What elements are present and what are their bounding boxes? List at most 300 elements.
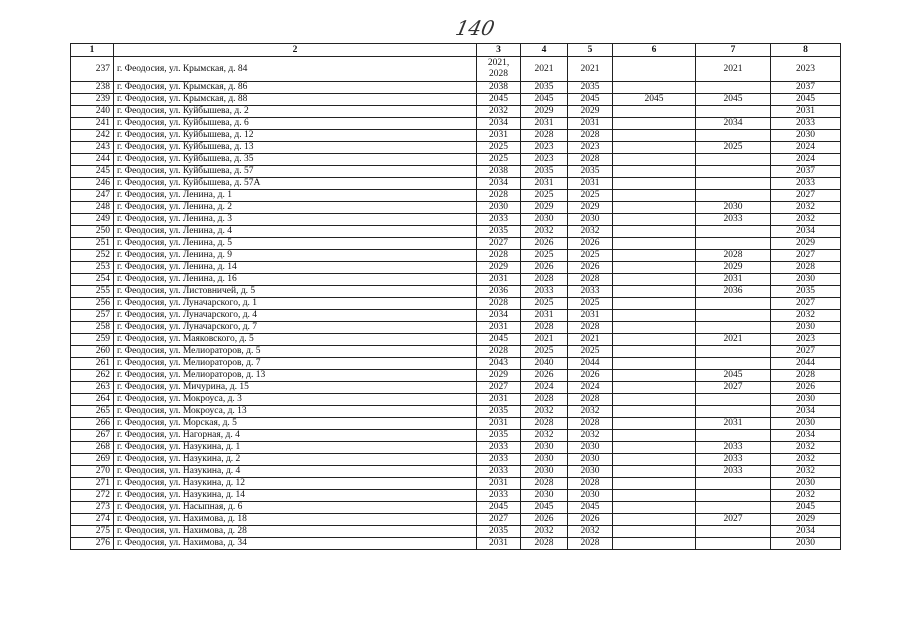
year-cell-col4: 2028 <box>521 274 568 286</box>
year-cell-col8: 2023 <box>771 57 841 82</box>
address-cell: г. Феодосия, ул. Мокроуса, д. 13 <box>114 406 477 418</box>
year-cell-col5: 2031 <box>568 118 613 130</box>
row-number-cell: 272 <box>71 490 114 502</box>
year-cell-col8: 2032 <box>771 490 841 502</box>
year-cell-col4: 2030 <box>521 490 568 502</box>
table-row <box>71 202 841 214</box>
year-cell-col8: 2024 <box>771 154 841 166</box>
year-cell-col5: 2021 <box>568 57 613 82</box>
year-cell-col6 <box>613 298 696 310</box>
year-cell-col5: 2028 <box>568 154 613 166</box>
year-cell-col3: 2025 <box>477 142 521 154</box>
year-cell-col5: 2028 <box>568 538 613 550</box>
year-cell-col8: 2030 <box>771 130 841 142</box>
row-number-cell: 245 <box>71 166 114 178</box>
table-row <box>71 490 841 502</box>
year-cell-col5: 2023 <box>568 142 613 154</box>
year-cell-col8: 2029 <box>771 514 841 526</box>
year-cell-col4: 2023 <box>521 142 568 154</box>
year-cell-col4: 2035 <box>521 82 568 94</box>
year-cell-col8: 2028 <box>771 262 841 274</box>
address-cell: г. Феодосия, ул. Мелиораторов, д. 7 <box>114 358 477 370</box>
table-row <box>71 406 841 418</box>
year-cell-col5: 2035 <box>568 82 613 94</box>
row-number-cell: 260 <box>71 346 114 358</box>
year-cell-col5: 2028 <box>568 478 613 490</box>
year-cell-col5: 2030 <box>568 214 613 226</box>
address-cell: г. Феодосия, ул. Луначарского, д. 1 <box>114 298 477 310</box>
year-cell-col5: 2026 <box>568 262 613 274</box>
year-cell-col6 <box>613 178 696 190</box>
address-cell: г. Феодосия, ул. Ленина, д. 4 <box>114 226 477 238</box>
year-cell-line: 2028 <box>489 69 508 79</box>
row-number-cell: 274 <box>71 514 114 526</box>
year-cell-col7: 2027 <box>696 382 771 394</box>
year-cell-col8: 2045 <box>771 94 841 106</box>
year-cell-col6 <box>613 286 696 298</box>
year-cell-col3: 2038 <box>477 166 521 178</box>
year-cell-col7 <box>696 82 771 94</box>
year-cell-col4: 2031 <box>521 118 568 130</box>
row-number-cell: 262 <box>71 370 114 382</box>
year-cell-col5: 2026 <box>568 238 613 250</box>
column-header: 1 <box>71 44 114 57</box>
year-cell-col3: 2035 <box>477 430 521 442</box>
year-cell-col4: 2030 <box>521 442 568 454</box>
table-row <box>71 178 841 190</box>
address-cell: г. Феодосия, ул. Крымская, д. 84 <box>114 57 477 82</box>
address-cell: г. Феодосия, ул. Нахимова, д. 28 <box>114 526 477 538</box>
address-cell: г. Феодосия, ул. Нагорная, д. 4 <box>114 430 477 442</box>
year-cell-col8: 2033 <box>771 118 841 130</box>
year-cell-col4: 2025 <box>521 298 568 310</box>
year-cell-col8: 2032 <box>771 202 841 214</box>
year-cell-col6 <box>613 154 696 166</box>
year-cell-col6 <box>613 250 696 262</box>
year-cell-col7: 2027 <box>696 514 771 526</box>
year-cell-col6 <box>613 262 696 274</box>
year-cell-col5: 2032 <box>568 430 613 442</box>
address-cell: г. Феодосия, ул. Крымская, д. 88 <box>114 94 477 106</box>
year-cell-col8: 2024 <box>771 142 841 154</box>
year-cell-col7 <box>696 406 771 418</box>
table-row <box>71 334 841 346</box>
year-cell-col8: 2027 <box>771 298 841 310</box>
year-cell-col6 <box>613 430 696 442</box>
row-number-cell: 253 <box>71 262 114 274</box>
row-number-cell: 258 <box>71 322 114 334</box>
year-cell-col4: 2032 <box>521 226 568 238</box>
year-cell-col5: 2030 <box>568 442 613 454</box>
year-cell-col3: 2034 <box>477 310 521 322</box>
row-number-cell: 249 <box>71 214 114 226</box>
year-cell-col6 <box>613 442 696 454</box>
year-cell-col7 <box>696 154 771 166</box>
table-row <box>71 274 841 286</box>
table-row <box>71 142 841 154</box>
year-cell-col8: 2034 <box>771 406 841 418</box>
row-number-cell: 275 <box>71 526 114 538</box>
year-cell-col5: 2029 <box>568 106 613 118</box>
address-cell: г. Феодосия, ул. Мокроуса, д. 3 <box>114 394 477 406</box>
year-cell-col7 <box>696 502 771 514</box>
year-cell-col3: 2027 <box>477 382 521 394</box>
year-cell-col3: 2031 <box>477 418 521 430</box>
address-cell: г. Феодосия, ул. Назукина, д. 2 <box>114 454 477 466</box>
year-cell-col4: 2033 <box>521 286 568 298</box>
year-cell-col8: 2030 <box>771 274 841 286</box>
address-cell: г. Феодосия, ул. Маяковского, д. 5 <box>114 334 477 346</box>
year-cell-col6 <box>613 166 696 178</box>
year-cell-col3: 2028 <box>477 298 521 310</box>
year-cell-col3: 2031 <box>477 538 521 550</box>
address-cell: г. Феодосия, ул. Листовничей, д. 5 <box>114 286 477 298</box>
year-cell-col8: 2035 <box>771 286 841 298</box>
year-cell-col7 <box>696 394 771 406</box>
year-cell-col4: 2030 <box>521 214 568 226</box>
row-number-cell: 250 <box>71 226 114 238</box>
year-cell-col4: 2026 <box>521 514 568 526</box>
year-cell-col5: 2045 <box>568 94 613 106</box>
year-cell-col6 <box>613 358 696 370</box>
year-cell-col4: 2031 <box>521 178 568 190</box>
year-cell-col6 <box>613 310 696 322</box>
year-cell-col5: 2028 <box>568 274 613 286</box>
year-cell-col4: 2028 <box>521 478 568 490</box>
year-cell-col7: 2025 <box>696 142 771 154</box>
year-cell-col6 <box>613 274 696 286</box>
year-cell-col6 <box>613 82 696 94</box>
address-cell: г. Феодосия, ул. Куйбышева, д. 35 <box>114 154 477 166</box>
year-cell-col7: 2045 <box>696 370 771 382</box>
table-body <box>71 57 841 550</box>
year-cell-col7 <box>696 346 771 358</box>
address-cell: г. Феодосия, ул. Ленина, д. 3 <box>114 214 477 226</box>
year-cell-col4: 2029 <box>521 106 568 118</box>
year-cell-col5: 2030 <box>568 466 613 478</box>
year-cell-col8: 2027 <box>771 250 841 262</box>
year-cell-col7: 2029 <box>696 262 771 274</box>
year-cell-col8: 2030 <box>771 538 841 550</box>
year-cell-col8: 2028 <box>771 370 841 382</box>
year-cell-col3: 2045 <box>477 334 521 346</box>
row-number-cell: 270 <box>71 466 114 478</box>
year-cell-col8: 2030 <box>771 478 841 490</box>
table-row <box>71 94 841 106</box>
year-cell-col3: 2036 <box>477 286 521 298</box>
table-row <box>71 466 841 478</box>
row-number-cell: 251 <box>71 238 114 250</box>
year-cell-col7: 2034 <box>696 118 771 130</box>
year-cell-col7: 2021 <box>696 57 771 82</box>
table-row <box>71 130 841 142</box>
year-cell-col7: 2033 <box>696 442 771 454</box>
year-cell-col4: 2026 <box>521 262 568 274</box>
year-cell-col4: 2026 <box>521 370 568 382</box>
year-cell-col6 <box>613 226 696 238</box>
year-cell-col7 <box>696 298 771 310</box>
year-cell-col4: 2032 <box>521 526 568 538</box>
address-cell: г. Феодосия, ул. Крымская, д. 86 <box>114 82 477 94</box>
table-row <box>71 370 841 382</box>
year-cell-col5: 2045 <box>568 502 613 514</box>
row-number-cell: 242 <box>71 130 114 142</box>
year-cell-col5: 2025 <box>568 298 613 310</box>
row-number-cell: 239 <box>71 94 114 106</box>
year-cell-col6 <box>613 322 696 334</box>
year-cell-col8: 2032 <box>771 442 841 454</box>
year-cell-col6 <box>613 454 696 466</box>
address-cell: г. Феодосия, ул. Назукина, д. 14 <box>114 490 477 502</box>
address-cell: г. Феодосия, ул. Куйбышева, д. 6 <box>114 118 477 130</box>
year-cell-col6 <box>613 406 696 418</box>
row-number-cell: 263 <box>71 382 114 394</box>
table-row <box>71 82 841 94</box>
year-cell-col8: 2030 <box>771 394 841 406</box>
year-cell-col6 <box>613 382 696 394</box>
year-cell-col6 <box>613 538 696 550</box>
year-cell-col4: 2026 <box>521 238 568 250</box>
address-cell: г. Феодосия, ул. Назукина, д. 4 <box>114 466 477 478</box>
row-number-cell: 254 <box>71 274 114 286</box>
year-cell-col4: 2028 <box>521 130 568 142</box>
year-cell-col8: 2027 <box>771 346 841 358</box>
table-row <box>71 286 841 298</box>
year-cell-col8: 2037 <box>771 82 841 94</box>
row-number-cell: 244 <box>71 154 114 166</box>
table-row <box>71 454 841 466</box>
year-cell-col7 <box>696 166 771 178</box>
year-cell-line: 2021, <box>487 58 510 68</box>
year-cell-col3: 2043 <box>477 358 521 370</box>
address-cell: г. Феодосия, ул. Ленина, д. 5 <box>114 238 477 250</box>
year-cell-col5: 2026 <box>568 514 613 526</box>
row-number-cell: 248 <box>71 202 114 214</box>
address-cell: г. Феодосия, ул. Ленина, д. 16 <box>114 274 477 286</box>
year-cell-col3: 2029 <box>477 370 521 382</box>
column-header: 8 <box>771 44 841 57</box>
year-cell-col4: 2029 <box>521 202 568 214</box>
table-row <box>71 310 841 322</box>
row-number-cell: 264 <box>71 394 114 406</box>
year-cell-col3: 2031 <box>477 478 521 490</box>
year-cell-col8: 2026 <box>771 382 841 394</box>
address-cell: г. Феодосия, ул. Назукина, д. 12 <box>114 478 477 490</box>
column-header: 4 <box>521 44 568 57</box>
year-cell-col5: 2028 <box>568 394 613 406</box>
year-cell-col5: 2032 <box>568 406 613 418</box>
year-cell-col4: 2021 <box>521 57 568 82</box>
row-number-cell: 268 <box>71 442 114 454</box>
table-row <box>71 526 841 538</box>
year-cell-col5: 2025 <box>568 250 613 262</box>
column-header: 2 <box>114 44 477 57</box>
year-cell-col5: 2028 <box>568 130 613 142</box>
table-row <box>71 478 841 490</box>
year-cell-col3: 2031 <box>477 274 521 286</box>
row-number-cell: 276 <box>71 538 114 550</box>
table-row <box>71 394 841 406</box>
row-number-cell: 267 <box>71 430 114 442</box>
year-cell-col7 <box>696 178 771 190</box>
address-cell: г. Феодосия, ул. Ленина, д. 1 <box>114 190 477 202</box>
year-cell-col7 <box>696 130 771 142</box>
table-row <box>71 262 841 274</box>
year-cell-col7: 2031 <box>696 418 771 430</box>
row-number-cell: 241 <box>71 118 114 130</box>
table-row <box>71 538 841 550</box>
address-cell: г. Феодосия, ул. Мелиораторов, д. 13 <box>114 370 477 382</box>
year-cell-col5: 2032 <box>568 226 613 238</box>
year-cell-col7: 2045 <box>696 94 771 106</box>
table-row <box>71 190 841 202</box>
address-cell: г. Феодосия, ул. Нахимова, д. 34 <box>114 538 477 550</box>
table-row <box>71 346 841 358</box>
address-cell: г. Феодосия, ул. Ленина, д. 2 <box>114 202 477 214</box>
year-cell-col5: 2031 <box>568 178 613 190</box>
year-cell-col6 <box>613 526 696 538</box>
year-cell-col3: 2033 <box>477 214 521 226</box>
row-number-cell: 257 <box>71 310 114 322</box>
year-cell-col3 <box>477 57 521 82</box>
year-cell-col8: 2034 <box>771 226 841 238</box>
year-cell-col3: 2033 <box>477 442 521 454</box>
table-row <box>71 430 841 442</box>
row-number-cell: 240 <box>71 106 114 118</box>
table-row <box>71 298 841 310</box>
year-cell-col8: 2030 <box>771 322 841 334</box>
address-cell: г. Феодосия, ул. Насыпная, д. 6 <box>114 502 477 514</box>
year-cell-col3: 2045 <box>477 94 521 106</box>
year-cell-col6 <box>613 514 696 526</box>
year-cell-col7 <box>696 310 771 322</box>
year-cell-col3: 2027 <box>477 238 521 250</box>
year-cell-col5: 2021 <box>568 334 613 346</box>
year-cell-col4: 2032 <box>521 406 568 418</box>
year-cell-col7: 2033 <box>696 466 771 478</box>
year-cell-col4: 2021 <box>521 334 568 346</box>
year-cell-col4: 2025 <box>521 250 568 262</box>
row-number-cell: 255 <box>71 286 114 298</box>
year-cell-col7 <box>696 538 771 550</box>
year-cell-col7 <box>696 106 771 118</box>
year-cell-col5: 2028 <box>568 322 613 334</box>
year-cell-col3: 2028 <box>477 190 521 202</box>
address-cell: г. Феодосия, ул. Нахимова, д. 18 <box>114 514 477 526</box>
year-cell-col6 <box>613 130 696 142</box>
year-cell-col6 <box>613 466 696 478</box>
year-cell-col3: 2032 <box>477 106 521 118</box>
year-cell-col3: 2031 <box>477 394 521 406</box>
table-row <box>71 226 841 238</box>
year-cell-col7: 2028 <box>696 250 771 262</box>
year-cell-col5: 2035 <box>568 166 613 178</box>
year-cell-col6: 2045 <box>613 94 696 106</box>
year-cell-col6 <box>613 118 696 130</box>
row-number-cell: 271 <box>71 478 114 490</box>
address-cell: г. Феодосия, ул. Куйбышева, д. 57 <box>114 166 477 178</box>
row-number-cell: 237 <box>71 57 114 82</box>
row-number-cell: 252 <box>71 250 114 262</box>
year-cell-col4: 2035 <box>521 166 568 178</box>
year-cell-col4: 2045 <box>521 502 568 514</box>
table-row <box>71 322 841 334</box>
address-cell: г. Феодосия, ул. Мичурина, д. 15 <box>114 382 477 394</box>
year-cell-col4: 2028 <box>521 322 568 334</box>
year-cell-col5: 2031 <box>568 310 613 322</box>
year-cell-col4: 2030 <box>521 466 568 478</box>
year-cell-col6 <box>613 57 696 82</box>
row-number-cell: 265 <box>71 406 114 418</box>
year-cell-col6 <box>613 478 696 490</box>
row-number-cell: 243 <box>71 142 114 154</box>
year-cell-col3: 2031 <box>477 322 521 334</box>
year-cell-col5: 2030 <box>568 454 613 466</box>
year-cell-col6 <box>613 418 696 430</box>
year-cell-col6 <box>613 394 696 406</box>
year-cell-col3: 2028 <box>477 250 521 262</box>
year-cell-col6 <box>613 238 696 250</box>
year-cell-col3: 2025 <box>477 154 521 166</box>
year-cell-col3: 2035 <box>477 526 521 538</box>
header-row <box>71 44 841 57</box>
year-cell-col3: 2034 <box>477 118 521 130</box>
year-cell-col4: 2028 <box>521 394 568 406</box>
column-header: 6 <box>613 44 696 57</box>
year-cell-col5: 2026 <box>568 370 613 382</box>
year-cell-col7: 2031 <box>696 274 771 286</box>
year-cell-col7 <box>696 358 771 370</box>
year-cell-col8: 2033 <box>771 178 841 190</box>
year-cell-col5: 2029 <box>568 202 613 214</box>
table-row <box>71 214 841 226</box>
table-row <box>71 358 841 370</box>
year-cell-col7 <box>696 238 771 250</box>
year-cell-col6 <box>613 202 696 214</box>
column-header: 3 <box>477 44 521 57</box>
year-cell-col3: 2035 <box>477 406 521 418</box>
column-header: 7 <box>696 44 771 57</box>
year-cell-col8: 2030 <box>771 418 841 430</box>
table-row <box>71 382 841 394</box>
year-cell-col5: 2025 <box>568 346 613 358</box>
year-cell-col7 <box>696 226 771 238</box>
year-cell-col5: 2024 <box>568 382 613 394</box>
year-cell-col8: 2037 <box>771 166 841 178</box>
year-cell-col6 <box>613 190 696 202</box>
row-number-cell: 261 <box>71 358 114 370</box>
year-cell-col7: 2033 <box>696 214 771 226</box>
year-cell-col8: 2034 <box>771 430 841 442</box>
table-row <box>71 106 841 118</box>
address-cell: г. Феодосия, ул. Куйбышева, д. 57А <box>114 178 477 190</box>
row-number-cell: 246 <box>71 178 114 190</box>
year-cell-col4: 2040 <box>521 358 568 370</box>
year-cell-col8: 2023 <box>771 334 841 346</box>
year-cell-col8: 2032 <box>771 310 841 322</box>
year-cell-col5: 2044 <box>568 358 613 370</box>
address-cell: г. Феодосия, ул. Мелиораторов, д. 5 <box>114 346 477 358</box>
year-cell-col3: 2038 <box>477 82 521 94</box>
year-cell-col3: 2033 <box>477 490 521 502</box>
table-row <box>71 166 841 178</box>
housing-register-table <box>70 43 841 550</box>
address-cell: г. Феодосия, ул. Луначарского, д. 7 <box>114 322 477 334</box>
year-cell-col6 <box>613 490 696 502</box>
table-row <box>71 238 841 250</box>
year-cell-col8: 2029 <box>771 238 841 250</box>
year-cell-col3: 2045 <box>477 502 521 514</box>
